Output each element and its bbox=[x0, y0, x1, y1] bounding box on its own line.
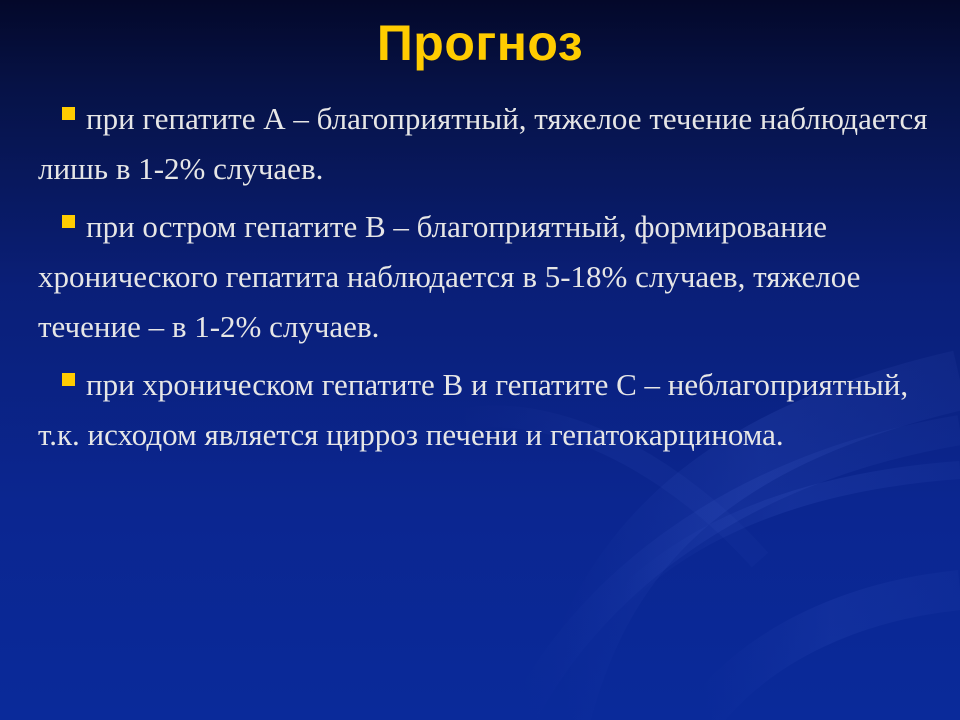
bullet-list bbox=[38, 94, 938, 468]
bullet-text: при остром гепатите В – благоприятный, формирование хронического гепатита наблюдается в 5-18% случаев, тяжелое течение – в 1-2% случаев. bbox=[38, 209, 861, 344]
square-bullet-icon bbox=[62, 373, 75, 386]
slide-title: Прогноз bbox=[376, 15, 584, 71]
bullet-text: при гепатите А – благоприятный, тяжелое течение наблюдается лишь в 1-2% случаев. bbox=[38, 101, 928, 186]
bullet-text: при хроническом гепатите В и гепатите С – неблагоприятный, т.к. исходом является цирроз печени и гепатокарцинома. bbox=[38, 367, 909, 452]
square-bullet-icon bbox=[62, 107, 75, 120]
bullet-item bbox=[38, 94, 938, 194]
square-bullet-icon bbox=[62, 215, 75, 228]
bullet-item bbox=[38, 360, 938, 460]
bullet-item bbox=[38, 202, 938, 352]
